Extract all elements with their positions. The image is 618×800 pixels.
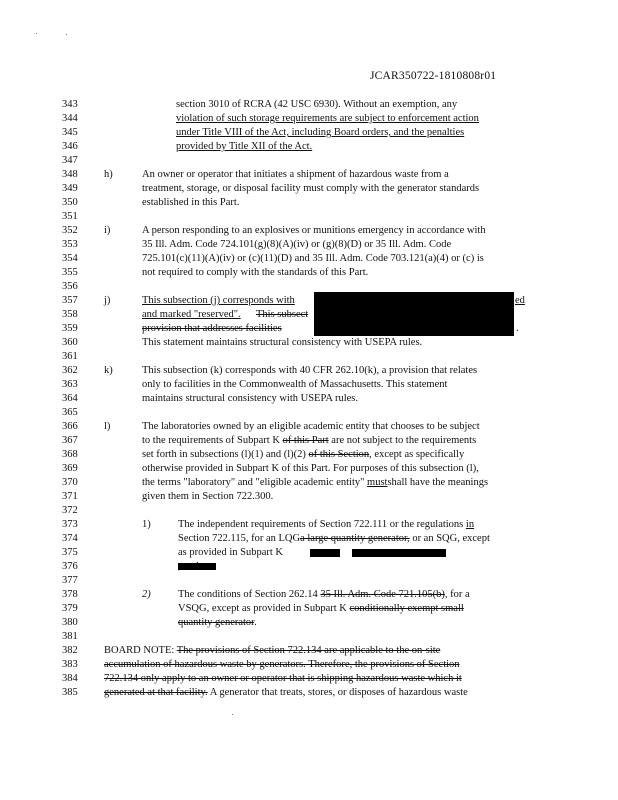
text-line: set forth in subsections (l)(1) and (l)(2) of this Section, except as specifically [142, 449, 465, 460]
scan-speck [66, 34, 67, 35]
line-number: 368 [62, 449, 78, 460]
text-line: 722.134 only apply to an owner or operator that is shipping hazardous waste which it [104, 673, 462, 684]
line-number: 348 [62, 169, 78, 180]
text-line: 725.101(c)(11)(A)(iv) or (c)(11)(D) and 35 Ill. Adm. Code 703.121(a)(4) or (c) is [142, 253, 484, 264]
subsection-marker: j) [104, 295, 111, 306]
text-line: Section 722.115, for an LQGa large quantity generator, or an SQG, except [178, 533, 490, 544]
subsection-marker: i) [104, 225, 111, 236]
line-number: 373 [62, 519, 78, 530]
text-line: The laboratories owned by an eligible academic entity that chooses to be subject [142, 421, 480, 432]
text-line: to the requirements of Subpart K of this Part are not subject to the requirements [142, 435, 477, 446]
board-note: BOARD NOTE: The provisions of Section 722.134 are applicable to the on-site [104, 645, 441, 656]
text-line: provided by Title XII of the Act. [176, 141, 313, 152]
line-number: 379 [62, 603, 78, 614]
text-line: An owner or operator that initiates a shipment of hazardous waste from a [142, 169, 449, 180]
line-number: 378 [62, 589, 78, 600]
document-id: JCAR350722-1810808r01 [370, 70, 497, 82]
line-number: 349 [62, 183, 78, 194]
text-line: otherwise provided in Subpart K of this Part. For purposes of this subsection (l), [142, 463, 479, 474]
line-number: 374 [62, 533, 78, 544]
line-number: 359 [62, 323, 78, 334]
line-number: 352 [62, 225, 78, 236]
line-number: 343 [62, 99, 78, 110]
line-number: 344 [62, 113, 78, 124]
line-number: 357 [62, 295, 78, 306]
line-number: 380 [62, 617, 78, 628]
line-number: 353 [62, 239, 78, 250]
line-number: 383 [62, 659, 78, 670]
text-line: not required to comply with the standards of this Part. [142, 267, 369, 278]
line-number: 345 [62, 127, 78, 138]
line-number: 367 [62, 435, 78, 446]
text-line: and marked "reserved". [142, 309, 241, 320]
redaction-block [178, 563, 216, 570]
line-number: 358 [62, 309, 78, 320]
text-line: ed [515, 295, 525, 306]
text-line: 35 Ill. Adm. Code 724.101(g)(8)(A)(iv) or (g)(8)(D) or 35 Ill. Adm. Code [142, 239, 452, 250]
text-line: section 3010 of RCRA (42 USC 6930). Without an exemption, any [176, 99, 458, 110]
line-number: 370 [62, 477, 78, 488]
line-number: 377 [62, 575, 78, 586]
text-line: generated at that facility. A generator that treats, stores, or disposes of hazardous waste [104, 687, 468, 698]
text-line: accumulation of hazardous waste by generators. Therefore, the provisions of Section [104, 659, 460, 670]
line-number: 366 [62, 421, 78, 432]
line-number: 355 [62, 267, 78, 278]
text-line: A person responding to an explosives or munitions emergency in accordance with [142, 225, 486, 236]
subsection-marker: h) [104, 169, 113, 180]
redaction-block [310, 549, 340, 557]
line-number: 347 [62, 155, 78, 166]
text-line: treatment, storage, or disposal facility must comply with the generator standards [142, 183, 480, 194]
line-number: 382 [62, 645, 78, 656]
text-line: only to facilities in the Commonwealth of Massachusetts. This statement [142, 379, 448, 390]
line-number: 354 [62, 253, 78, 264]
line-number: 364 [62, 393, 78, 404]
text-line: provision that addresses facilities [142, 323, 282, 334]
text-line: This subsection (j) corresponds with [142, 295, 295, 306]
text-line: This subsect [256, 309, 309, 320]
text-line: VSQG, except as provided in Subpart K conditionally exempt small [178, 603, 464, 614]
text-line: maintains structural consistency with USEPA rules. [142, 393, 359, 404]
line-number: 371 [62, 491, 78, 502]
redaction-block [314, 292, 514, 336]
line-number: 356 [62, 281, 78, 292]
text-line: This subsection (k) corresponds with 40 CFR 262.10(k), a provision that relates [142, 365, 478, 376]
line-number: 361 [62, 351, 78, 362]
line-number: 375 [62, 547, 78, 558]
text-line: The conditions of Section 262.14 35 Ill. Adm. Code 721.105(b), for a [178, 589, 470, 600]
text-line: violation of such storage requirements are subject to enforcement action [176, 113, 479, 124]
line-number: 384 [62, 673, 78, 684]
line-number: 346 [62, 141, 78, 152]
text-line: under Title VIII of the Act, including Board orders, and the penalties [176, 127, 465, 138]
line-number: 365 [62, 407, 78, 418]
text-line: . [516, 323, 519, 334]
line-number: 381 [62, 631, 78, 642]
text-line: as provided in Subpart K [178, 547, 283, 558]
subsection-marker: 2) [142, 589, 151, 600]
text-line: established in this Part. [142, 197, 240, 208]
text-line: given them in Section 722.300. [142, 491, 274, 502]
redaction-block [352, 549, 446, 557]
line-number: 363 [62, 379, 78, 390]
scan-speck [232, 714, 233, 715]
line-number: 362 [62, 365, 78, 376]
text-line: the terms "laboratory" and "eligible academic entity" mustshall have the meanings [142, 477, 489, 488]
text-line: The independent requirements of Section 722.111 or the regulations in [178, 519, 475, 530]
line-number: 385 [62, 687, 78, 698]
scan-speck [36, 33, 37, 34]
text-line: This statement maintains structural consistency with USEPA rules. [142, 337, 423, 348]
subsection-marker: 1) [142, 519, 151, 530]
line-number: 369 [62, 463, 78, 474]
line-number: 372 [62, 505, 78, 516]
line-number: 350 [62, 197, 78, 208]
text-line: quantity generator. [178, 617, 257, 628]
line-number: 360 [62, 337, 78, 348]
line-number: 351 [62, 211, 78, 222]
subsection-marker: l) [104, 421, 111, 432]
subsection-marker: k) [104, 365, 113, 376]
line-number: 376 [62, 561, 78, 572]
